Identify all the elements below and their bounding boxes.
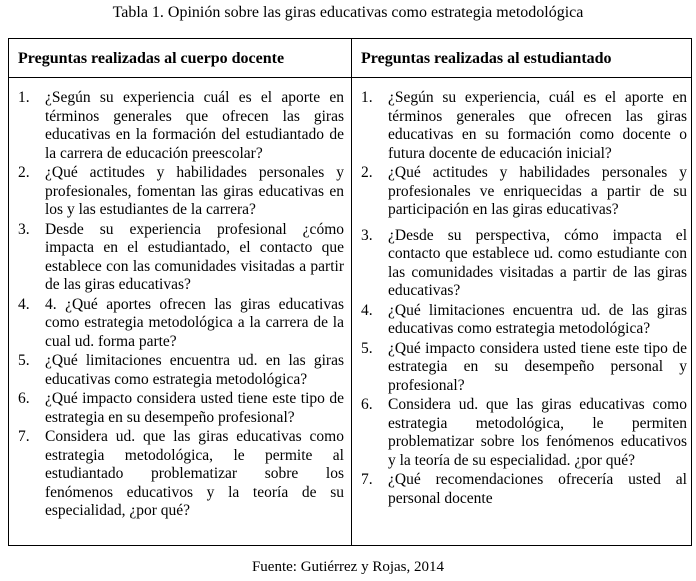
teacher-question [18,164,344,220]
question-number: 2. [361,164,373,181]
student-question [361,340,687,396]
question-number: 7. [361,471,373,488]
question-number: 3. [18,220,30,238]
teacher-question [18,352,344,389]
question-text: ¿Qué actitudes y habilidades personales y profesionales, fomentan las giras educativas en los y las estudiantes de la carrera? [45,164,344,218]
question-text: Considera ud. que las giras educativas como estrategia metodológica, le permiten problematizar sobre los fenómenos educativos y la teoría de su especialidad. ¿por qué? [388,396,687,469]
question-text: ¿Qué impacto considera usted tiene este tipo de estrategia en su desempeño profesional? [45,390,344,426]
source-note: Fuente: Gutiérrez y Rojas, 2014 [251,559,445,575]
questions-table [8,38,692,546]
question-number: 1. [18,89,30,106]
question-number: 1. [361,89,373,106]
teacher-question [18,221,344,295]
student-question [361,89,687,163]
table-caption: Tabla 1. Opinión sobre las giras educativas como estrategia metodológica [112,4,584,21]
teacher-question [18,89,344,163]
students-column-header: Preguntas realizadas al estudiantado [361,50,612,67]
question-number: 5. [18,352,30,369]
student-question [361,164,687,220]
question-number: 7. [18,428,30,445]
header-divider [9,77,691,78]
question-text: ¿Qué actitudes y habilidades personales y profesionales ve enriquecidas a partir de su participación en las giras educativas? [388,164,687,218]
question-number: 4. [18,295,30,313]
question-text: ¿Desde su perspectiva, cómo impacta el contacto que establece ud. como estudiante con las comunidades visitadas a partir de las giras educativas? [388,226,687,299]
question-text: ¿Qué limitaciones encuentra ud. en las giras educativas como estrategia metodológica? [45,352,344,388]
teachers-question-list [18,89,344,522]
question-number: 3. [361,226,373,244]
column-divider [351,39,352,545]
teacher-question [18,428,344,521]
question-number: 6. [361,396,373,413]
student-question [361,302,687,339]
teacher-question [18,390,344,427]
question-number: 2. [18,164,30,181]
student-question [361,227,687,301]
question-number: 6. [18,390,30,407]
question-text: 4. ¿Qué aportes ofrecen las giras educativas como estrategia metodológica a la carrera de la cual ud. forma parte? [45,295,344,350]
question-text: ¿Qué recomendaciones ofrecería usted al personal docente [388,471,687,507]
question-text: ¿Según su experiencia, cuál es el aporte en términos generales que ofrecen las giras educativas en su formación como docente o futura docente de educación inicial? [388,89,687,162]
student-question [361,471,687,508]
student-question [361,396,687,470]
question-text: ¿Qué limitaciones encuentra ud. de las giras educativas como estrategia metodológica? [388,301,687,337]
teachers-column-header: Preguntas realizadas al cuerpo docente [18,50,285,67]
question-text: Considera ud. que las giras educativas como estrategia metodológica, le permite al estudiantado problematizar sobre los fenómenos educativos y la teoría de su especialidad, ¿por qué? [45,428,344,519]
teacher-question [18,296,344,352]
question-text: ¿Según su experiencia cuál es el aporte en términos generales que ofrecen las giras educativas en la formación del estudiantado de la carrera de educación preescolar? [45,89,344,162]
question-number: 4. [361,301,373,319]
question-text: ¿Qué impacto considera usted tiene este tipo de estrategia en su desempeño personal y profesional? [388,339,687,394]
question-number: 5. [361,339,373,357]
question-text: Desde su experiencia profesional ¿cómo impacta en el estudiantado, el contacto que establece con las comunidades visitadas a partir de las giras educativas? [45,220,344,293]
students-question-list [361,89,687,509]
